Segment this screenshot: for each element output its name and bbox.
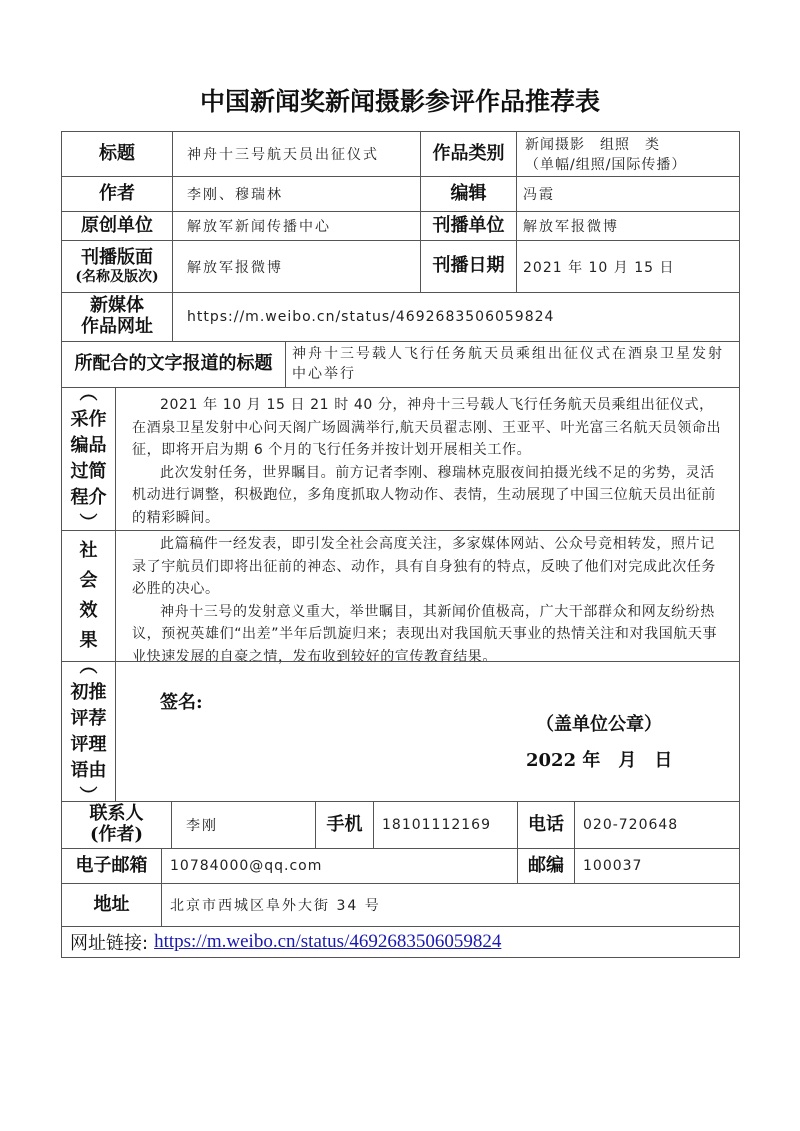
publish-page-label-main: 刊播版面 [81, 247, 153, 269]
phone-label: 电话 [517, 801, 575, 849]
social-effect-content [115, 530, 740, 665]
process-content [115, 387, 740, 531]
new-media-url-label-line1: 新媒体 [90, 295, 144, 317]
date-text: 2022 年 月 日 [526, 750, 673, 771]
link-row [61, 926, 740, 958]
social-effect-label [61, 530, 116, 662]
postcode-label: 邮编 [517, 848, 575, 884]
mobile-value: 18101112169 [373, 801, 518, 849]
new-media-url-label [61, 292, 173, 342]
category-value [516, 131, 740, 177]
title-label: 标题 [61, 131, 173, 177]
process-label-0: ︵ [79, 383, 98, 404]
process-label-5: ︶ [79, 513, 98, 534]
contact-person-label [61, 801, 172, 849]
author-value: 李刚、穆瑞林 [172, 176, 421, 212]
document-title: 中国新闻奖新闻摄影参评作品推荐表 [199, 87, 600, 116]
publish-unit-value: 解放军报微博 [516, 211, 740, 241]
title-value: 神舟十三号航天员出征仪式 [172, 131, 421, 177]
editor-label: 编辑 [420, 176, 517, 212]
weibo-link[interactable]: https://m.weibo.cn/status/4692683506059824 [154, 931, 502, 952]
publish-date-value: 2021 年 10 月 15 日 [516, 240, 740, 293]
publish-page-sublabel: (名称及版次) [75, 268, 159, 285]
text-report-title-value: 神舟十三号载人飞行任务航天员乘组出征仪式在酒泉卫星发射中心举行 [285, 341, 740, 388]
text-report-title-label: 所配合的文字报道的标题 [61, 341, 286, 388]
social-effect-paragraph: 神舟十三号的发射意义重大，举世瞩目，其新闻价值极高，广大干部群众和网友纷纷热议，预祝英雄们“出差”半年后凯旋归来；表现出对我国航天事业的热情关注和对我国航天事业快速发展的自豪之情，发布收到较好的宣传教育结果。 [132, 603, 718, 665]
category-line1: 新闻摄影 组照 类 [525, 137, 660, 153]
postcode-value: 100037 [574, 848, 740, 884]
recommendation-label-3: 评理 [70, 733, 107, 755]
publish-unit-label: 刊播单位 [420, 211, 517, 241]
link-label: 网址链接: [70, 933, 149, 954]
social-effect-paragraph: 此篇稿件一经发表，即引发全社会高度关注，多家媒体网站、公众号竞相转发，照片记录了宇航员们即将出征前的神态、动作，具有自身独有的特点，反映了他们对完成此次任务必胜的决心。 [132, 536, 716, 597]
signature-label: 签名: [160, 692, 203, 713]
editor-value: 冯霞 [516, 176, 740, 212]
recommendation-label-2: 评荐 [70, 707, 107, 729]
contact-person-label-line2: (作者) [89, 824, 144, 845]
process-label-1: 采作 [70, 409, 107, 430]
process-label-2: 编品 [70, 435, 107, 456]
seal-text: （盖单位公章） [536, 714, 662, 735]
category-line2: （单幅/组照/国际传播） [525, 157, 687, 173]
origin-unit-value: 解放军新闻传播中心 [172, 211, 421, 241]
recommendation-label-0: ︵ [79, 655, 98, 677]
social-effect-label-3: 果 [79, 630, 98, 651]
recommendation-label-5: ︶ [79, 785, 98, 807]
phone-value: 020-720648 [574, 801, 740, 849]
process-label-3: 过简 [70, 461, 107, 482]
recommendation-label-4: 语由 [70, 759, 107, 781]
process-paragraph: 此次发射任务，世界瞩目。前方记者李刚、穆瑞林克服夜间拍摄光线不足的劣势，灵活机动进行调整，积极跑位，多角度抓取人物动作、表情，生动展现了中国三位航天员出征前的精彩瞬间。 [132, 464, 716, 526]
process-label [61, 383, 116, 534]
new-media-url-value[interactable]: https://m.weibo.cn/status/4692683506059824 [172, 292, 740, 342]
contact-person-value: 李刚 [171, 801, 316, 849]
recommendation-label-1: 初推 [70, 681, 107, 703]
recommendation-content [115, 661, 740, 802]
process-label-4: 程介 [70, 487, 107, 508]
publish-page-label [61, 240, 173, 293]
category-label: 作品类别 [420, 131, 517, 177]
publish-date-label: 刊播日期 [420, 240, 517, 293]
new-media-url-label-line2: 作品网址 [81, 316, 153, 337]
social-effect-label-0: 社 [79, 540, 98, 561]
mobile-label: 手机 [315, 801, 374, 849]
social-effect-label-2: 效 [79, 600, 98, 621]
email-label: 电子邮箱 [61, 848, 162, 884]
recommendation-label [61, 655, 116, 807]
author-label: 作者 [61, 176, 173, 212]
process-paragraph: 2021 年 10 月 15 日 21 时 40 分，神舟十三号载人飞行任务航天员乘组出征仪式，在酒泉卫星发射中心问天阁广场圆满举行,航天员翟志刚、王亚平、叶光富三名航天员领命出征，即将开启为期 6 个月的飞行任务并按计划开展相关工作。 [132, 397, 722, 458]
origin-unit-label: 原创单位 [61, 211, 173, 241]
email-value[interactable]: 10784000@qq.com [161, 848, 518, 884]
social-effect-label-1: 会 [79, 570, 98, 591]
publish-page-value: 解放军报微博 [172, 240, 421, 293]
address-label: 地址 [61, 883, 162, 927]
contact-person-label-line1: 联系人 [89, 803, 144, 825]
address-value: 北京市西城区阜外大街 34 号 [161, 883, 740, 927]
